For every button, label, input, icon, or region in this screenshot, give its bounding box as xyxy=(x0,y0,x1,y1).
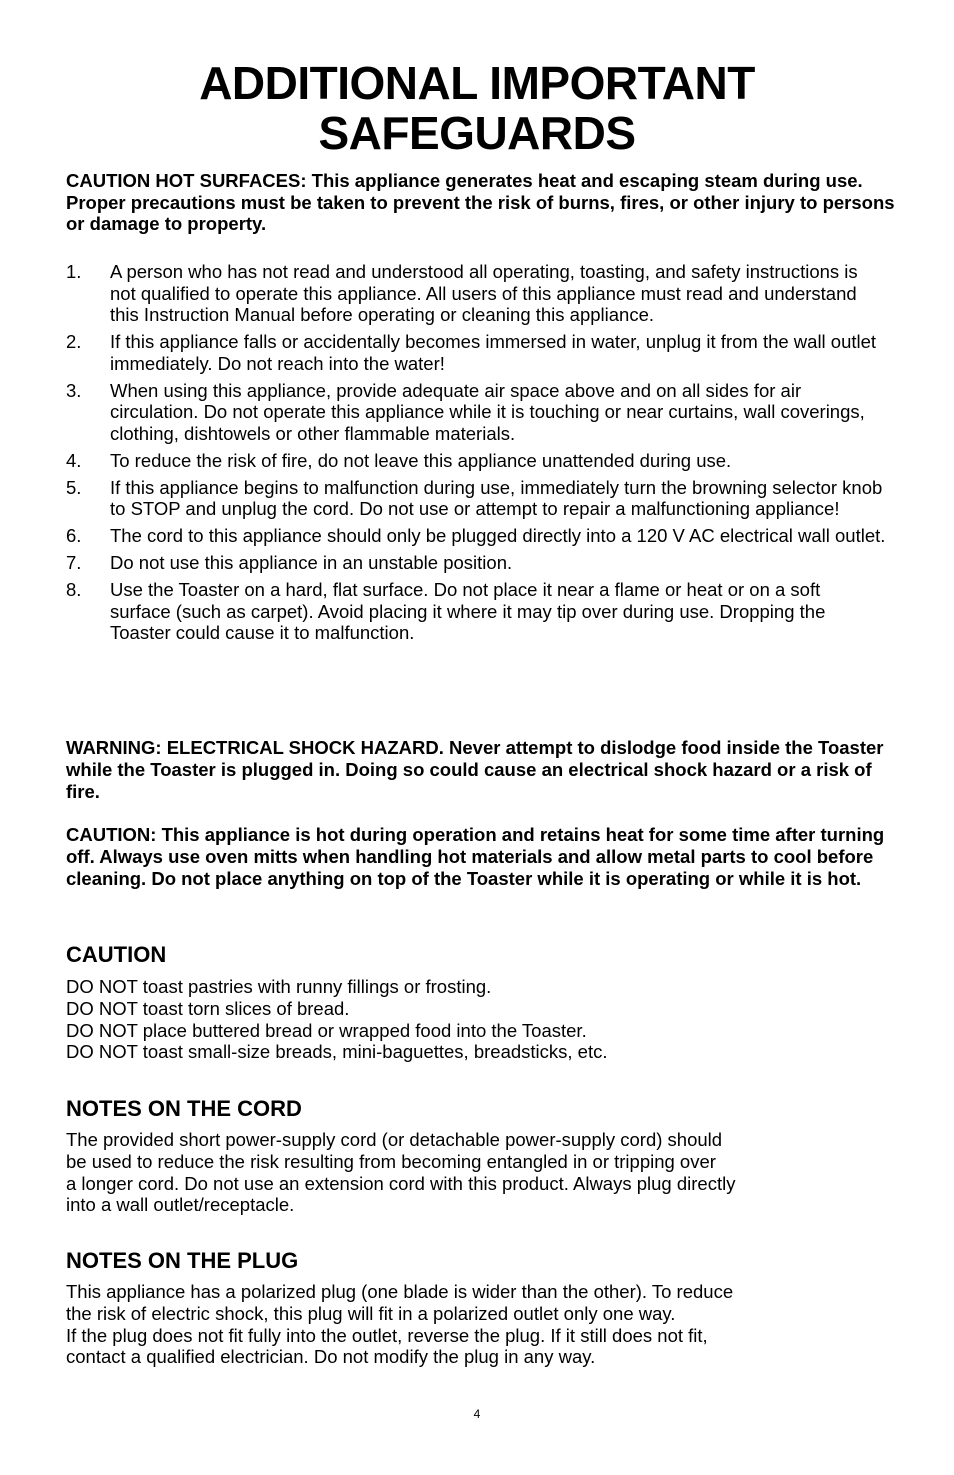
list-text: If this appliance falls or accidentally becomes immersed in water, unplug it from the wall outlet immediately. Do not reach into the water! xyxy=(110,331,877,374)
list-item xyxy=(66,450,886,472)
hot-operation-caution: CAUTION: This appliance is hot during operation and retains heat for some time after turning off. Always use oven mitts when handling hot materials and allow metal parts to cool before cleaning. Do not place anything on top of the Toaster while it is operating or while it is hot. xyxy=(66,824,885,889)
plug-line: the risk of electric shock, this plug will fit in a polarized outlet only one way. xyxy=(66,1302,676,1324)
list-text: If this appliance begins to malfunction during use, immediately turn the browning selector knob to STOP and unplug the cord. Do not use or attempt to repair a malfunctioning appliance! xyxy=(110,476,883,519)
electrical-shock-warning: WARNING: ELECTRICAL SHOCK HAZARD. Never attempt to dislodge food inside the Toaster while the Toaster is plugged in. Doing so could cause an electrical shock hazard or a risk of fire. xyxy=(66,737,884,802)
caution-line: DO NOT place buttered bread or wrapped food into the Toaster. xyxy=(66,1019,587,1041)
list-number: 8. xyxy=(66,579,82,600)
cord-notes-body xyxy=(66,1129,886,1216)
list-number: 7. xyxy=(66,552,82,573)
list-item xyxy=(66,477,886,520)
list-text: Use the Toaster on a hard, flat surface. Do not place it near a flame or heat or on a soft surface (such as carpet). Avoid placing it where it may tip over during use. Dropping the Toaster could cause it to malfunction. xyxy=(110,579,826,643)
caution-heading: CAUTION xyxy=(66,942,167,967)
list-item xyxy=(66,579,886,644)
list-number: 6. xyxy=(66,525,82,546)
cord-line: be used to reduce the risk resulting from becoming entangled in or tripping over xyxy=(66,1150,716,1172)
cord-line: a longer cord. Do not use an extension cord with this product. Always plug directly xyxy=(66,1172,736,1194)
list-text: When using this appliance, provide adequate air space above and on all sides for air circulation. Do not operate this appliance while it is touching or near curtains, wall coverings, clothing, dishtowels or other flammable materials. xyxy=(110,379,865,444)
caution-line: DO NOT toast small-size breads, mini-baguettes, breadsticks, etc. xyxy=(66,1041,608,1063)
list-item xyxy=(66,331,886,374)
list-item xyxy=(66,552,886,574)
list-number: 3. xyxy=(66,379,82,401)
list-text: A person who has not read and understood all operating, toasting, and safety instructions is not qualified to operate this appliance. All users of this appliance must read and understand this Instruction Manual before operating or cleaning this appliance. xyxy=(110,261,858,325)
list-item xyxy=(66,380,886,445)
list-number: 1. xyxy=(66,261,82,282)
list-item xyxy=(66,525,886,547)
title-line-1: ADDITIONAL IMPORTANT xyxy=(199,57,755,109)
list-item xyxy=(66,261,886,326)
plug-notes-heading: NOTES ON THE PLUG xyxy=(66,1248,299,1273)
page-number: 4 xyxy=(473,1407,481,1421)
list-text: The cord to this appliance should only be plugged directly into a 120 V AC electrical wall outlet. xyxy=(110,525,886,546)
plug-line: This appliance has a polarized plug (one blade is wider than the other). To reduce xyxy=(66,1281,734,1302)
list-text: To reduce the risk of fire, do not leave this appliance unattended during use. xyxy=(110,449,732,471)
plug-line: If the plug does not fit fully into the outlet, reverse the plug. If it still does not fit, xyxy=(66,1324,708,1346)
caution-line: DO NOT toast pastries with runny fillings or frosting. xyxy=(66,976,492,997)
caution-list xyxy=(66,976,886,1063)
safeguards-list xyxy=(66,261,886,649)
cord-line: into a wall outlet/receptacle. xyxy=(66,1194,295,1216)
list-text: Do not use this appliance in an unstable position. xyxy=(110,552,513,573)
list-number: 5. xyxy=(66,476,82,498)
plug-line: contact a qualified electrician. Do not modify the plug in any way. xyxy=(66,1346,596,1368)
cord-line: The provided short power-supply cord (or detachable power-supply cord) should xyxy=(66,1129,723,1150)
list-number: 2. xyxy=(66,331,82,352)
cord-notes-heading: NOTES ON THE CORD xyxy=(66,1096,302,1121)
plug-notes-body xyxy=(66,1281,886,1368)
title-line-2: SAFEGUARDS xyxy=(318,107,636,159)
page-title xyxy=(0,58,954,158)
list-number: 4. xyxy=(66,449,82,471)
caution-line: DO NOT toast torn slices of bread. xyxy=(66,997,350,1019)
caution-hot-surfaces: CAUTION HOT SURFACES: This appliance generates heat and escaping steam during use. Proper precautions must be taken to prevent the risk of burns, fires, or other injury to persons or damage to property. xyxy=(66,170,895,234)
